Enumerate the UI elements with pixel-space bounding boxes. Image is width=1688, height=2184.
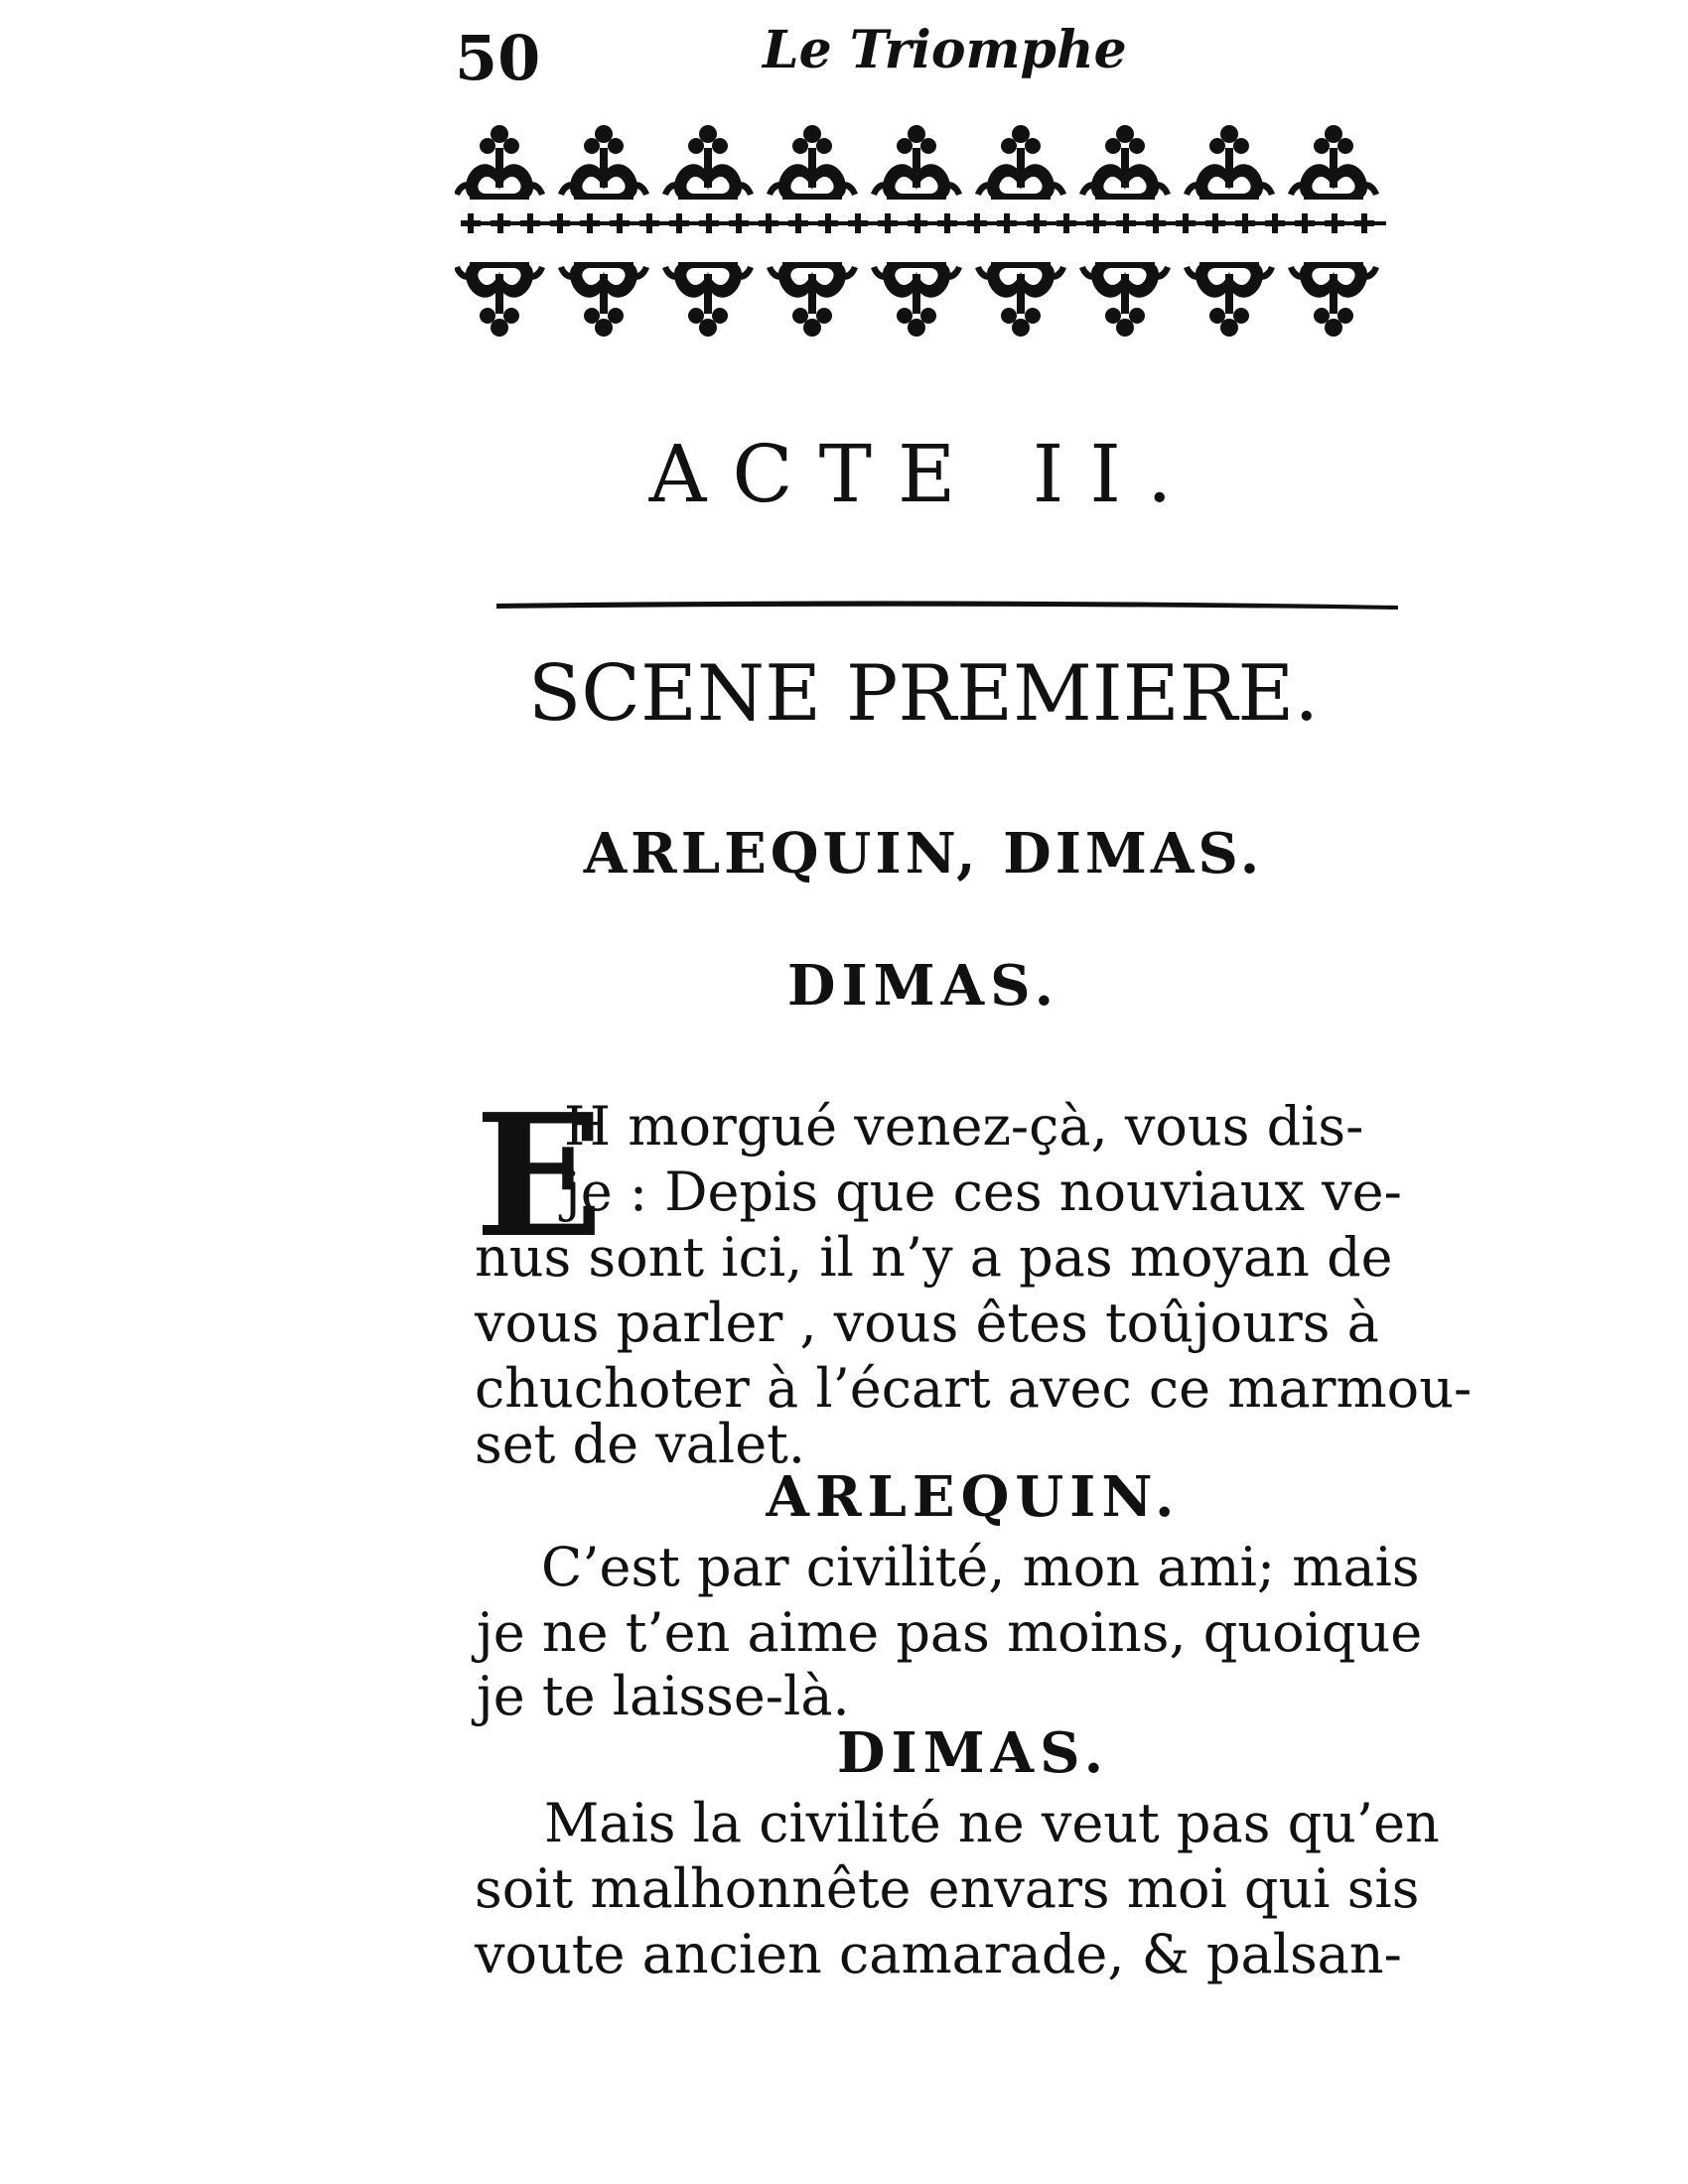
verse-line: Mais la civilité ne veut pas qu’en	[544, 1792, 1440, 1854]
act-title: ACTE II.	[648, 428, 1198, 520]
verse-line: nus sont ici, il n’y a pas moyan de	[475, 1226, 1393, 1289]
speaker-name: DIMAS.	[786, 953, 1060, 1019]
running-title: Le Triomphe	[763, 20, 1127, 80]
verse-line: chuchoter à l’écart avec ce marmou-	[475, 1357, 1473, 1420]
cast-list: ARLEQUIN, DIMAS.	[583, 821, 1264, 887]
verse-line: je : Depis que ces nouviaux ve-	[564, 1160, 1402, 1223]
verse-line: set de valet.	[475, 1413, 806, 1475]
verse-line: H morgué venez-çà, vous dis-	[564, 1095, 1364, 1158]
fleuron-ornament	[455, 109, 1393, 347]
verse-line: soit malhonnête envars moi qui sis	[475, 1857, 1420, 1920]
page-number: 50	[455, 22, 541, 94]
drop-cap: E	[475, 1077, 604, 1276]
verse-line: je ne t’en aime pas moins, quoique	[477, 1601, 1423, 1664]
verse-line: vous parler , vous êtes toûjours à	[475, 1292, 1379, 1354]
speaker-name: ARLEQUIN.	[766, 1464, 1181, 1530]
verse-line: je te laisse-là.	[477, 1665, 850, 1727]
scene-title: SCENE PREMIERE.	[527, 649, 1320, 739]
title-rule	[496, 596, 1398, 615]
verse-line: C’est par civilité, mon ami; mais	[541, 1536, 1420, 1598]
speaker-name: DIMAS.	[836, 1720, 1110, 1786]
verse-line: voute ancien camarade, & palsan-	[475, 1923, 1402, 1985]
